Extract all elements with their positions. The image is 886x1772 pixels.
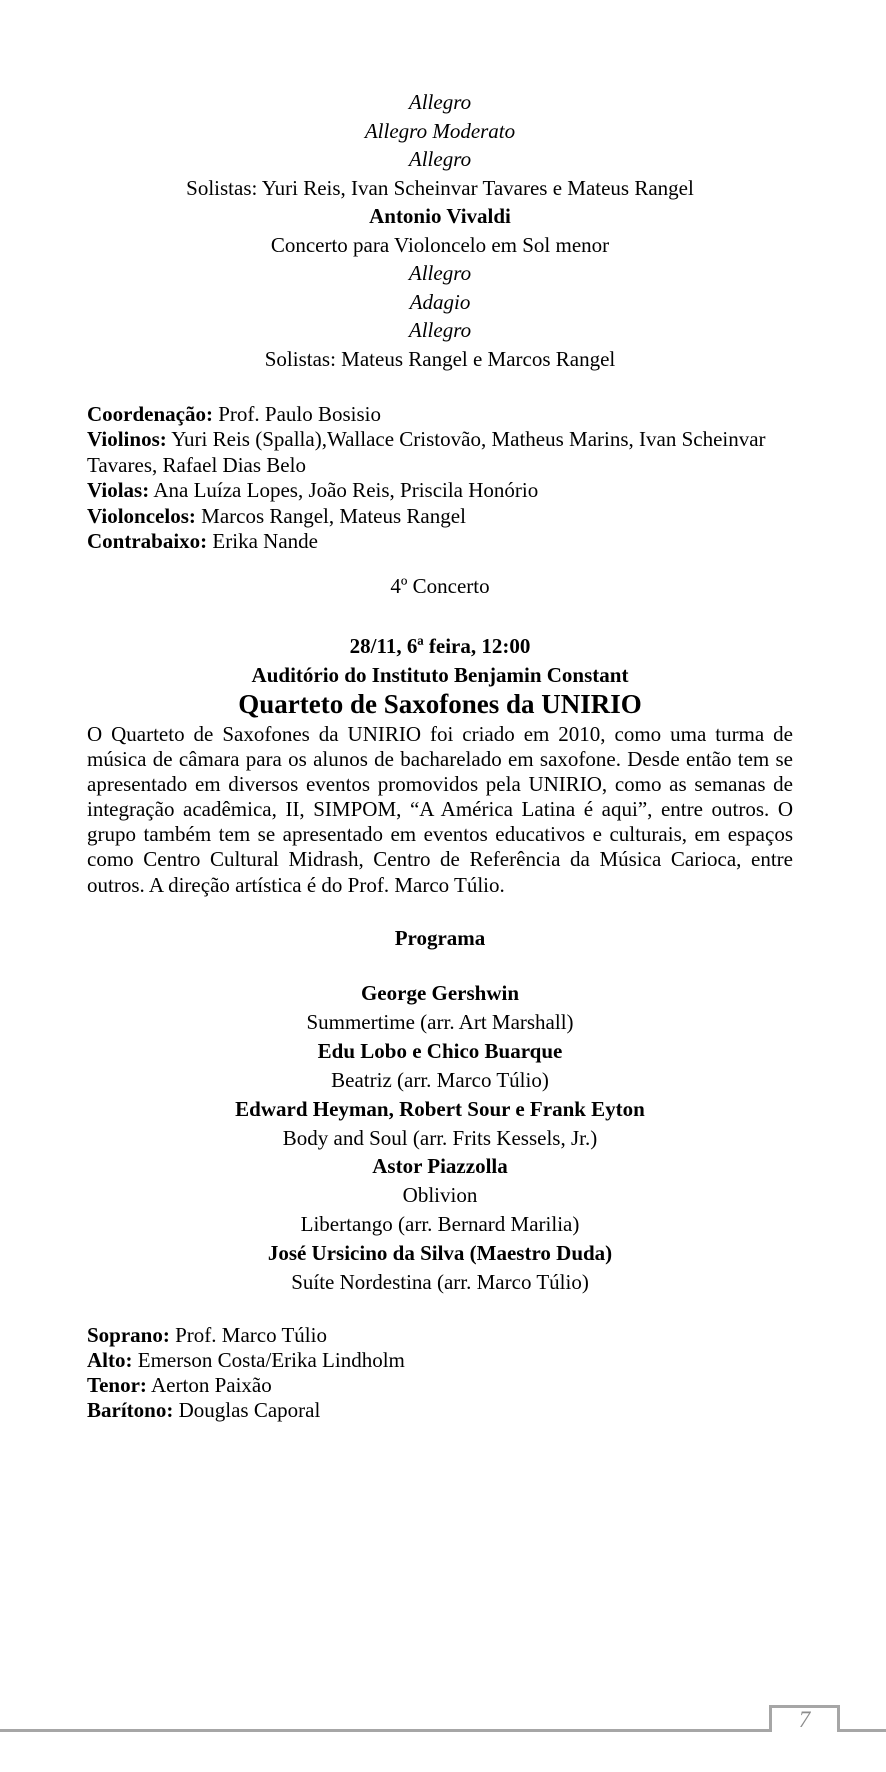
program-composer: George Gershwin [360, 981, 520, 1005]
program-work: Beatriz (arr. Marco Túlio) [331, 1067, 549, 1092]
credit-label: Violoncelos: [87, 503, 196, 528]
program-heading: Programa [394, 926, 486, 950]
credit-value: Prof. Paulo Bosisio [218, 402, 382, 426]
movement-line: Allegro Moderato [364, 118, 516, 143]
movement-line: Allegro [408, 261, 472, 285]
program-composer: Edward Heyman, Robert Sour e Frank Eyton [235, 1096, 645, 1121]
description-line: integração acadêmica, II, SIMPOM, “A América Latina é aqui”, entre outros. O [87, 797, 793, 822]
description-line: música de câmara para os alunos de bacharelado em saxofone. Desde então tem se [87, 747, 793, 772]
credit-line [87, 427, 793, 478]
credit-line [87, 402, 793, 427]
program-composer: José Ursicino da Silva (Maestro Duda) [267, 1241, 613, 1266]
description-line: grupo também tem se apresentado em eventos educativos e culturais, em espaços [87, 822, 793, 847]
movement-line: Allegro [408, 147, 472, 171]
description-line: como Centro Cultural Midrash, Centro de Referência da Música Carioca, entre [87, 847, 793, 872]
program-work: Oblivion [402, 1183, 478, 1208]
movement-line: Allegro [408, 90, 472, 114]
concert-venue: Auditório do Instituto Benjamin Constant [251, 662, 629, 687]
credit-label: Alto: [87, 1348, 133, 1373]
program-composer: Astor Piazzolla [372, 1154, 508, 1179]
composer-name: Antonio Vivaldi [369, 204, 511, 228]
credit-value: Ana Luíza Lopes, João Reis, Priscila Honório [153, 478, 539, 503]
orchestra-credits [87, 402, 793, 554]
footer-rule [0, 1729, 886, 1732]
concert3-program-block [87, 88, 793, 373]
concert-datetime: 28/11, 6ª feira, 12:00 [349, 634, 531, 658]
ensemble-name: Quarteto de Saxofones da UNIRIO [238, 689, 642, 719]
credit-label: Violas: [87, 478, 150, 503]
credit-line [87, 1348, 793, 1373]
quartet-credits [87, 1323, 793, 1423]
credit-value: Yuri Reis (Spalla),Wallace Cristovão, Matheus Marins, Ivan Scheinvar Tavares, Rafael Dias Belo [87, 427, 766, 477]
credit-label: Tenor: [87, 1373, 147, 1398]
credit-value: Prof. Marco Túlio [175, 1323, 327, 1347]
credit-value: Aerton Paixão [151, 1373, 272, 1398]
credit-label: Coordenação: [87, 402, 213, 426]
credit-label: Barítono: [87, 1398, 174, 1423]
movement-line: Allegro [408, 318, 472, 342]
section-title: 4º Concerto [390, 574, 490, 598]
concert4-header [87, 632, 793, 720]
credit-line [87, 478, 793, 503]
credit-value: Erika Nande [212, 529, 318, 554]
credit-value: Marcos Rangel, Mateus Rangel [201, 503, 466, 528]
program-work: Suíte Nordestina (arr. Marco Túlio) [291, 1270, 589, 1295]
program-composer: Edu Lobo e Chico Buarque [317, 1038, 563, 1063]
movement-line: Adagio [409, 289, 471, 314]
credit-line [87, 1323, 793, 1348]
description-line: apresentado em diversos eventos promovidos pela UNIRIO, como as semanas de [87, 772, 793, 797]
program-work: Body and Soul (arr. Frits Kessels, Jr.) [282, 1125, 598, 1150]
credit-value: Emerson Costa/Erika Lindholm [137, 1348, 405, 1373]
ensemble-description [87, 722, 793, 898]
description-line: O Quarteto de Saxofones da UNIRIO foi criado em 2010, como uma turma de [87, 722, 793, 746]
soloists-line: Solistas: Mateus Rangel e Marcos Rangel [264, 346, 616, 371]
program-list [87, 979, 793, 1297]
page-number: 7 [769, 1705, 840, 1732]
credit-line [87, 1373, 793, 1398]
credit-value: Douglas Caporal [178, 1398, 321, 1423]
soloists-line: Solistas: Yuri Reis, Ivan Scheinvar Tavares e Mateus Rangel [186, 175, 694, 200]
work-title: Concerto para Violoncelo em Sol menor [270, 232, 610, 257]
credit-label: Soprano: [87, 1323, 170, 1347]
credit-line [87, 529, 793, 554]
program-work: Summertime (arr. Art Marshall) [306, 1009, 574, 1034]
credit-line [87, 504, 793, 529]
program-work: Libertango (arr. Bernard Marilia) [300, 1212, 580, 1237]
credit-line [87, 1398, 793, 1423]
credit-label: Contrabaixo: [87, 529, 208, 554]
description-line: outros. A direção artística é do Prof. Marco Túlio. [87, 872, 505, 897]
credit-label: Violinos: [87, 427, 167, 452]
